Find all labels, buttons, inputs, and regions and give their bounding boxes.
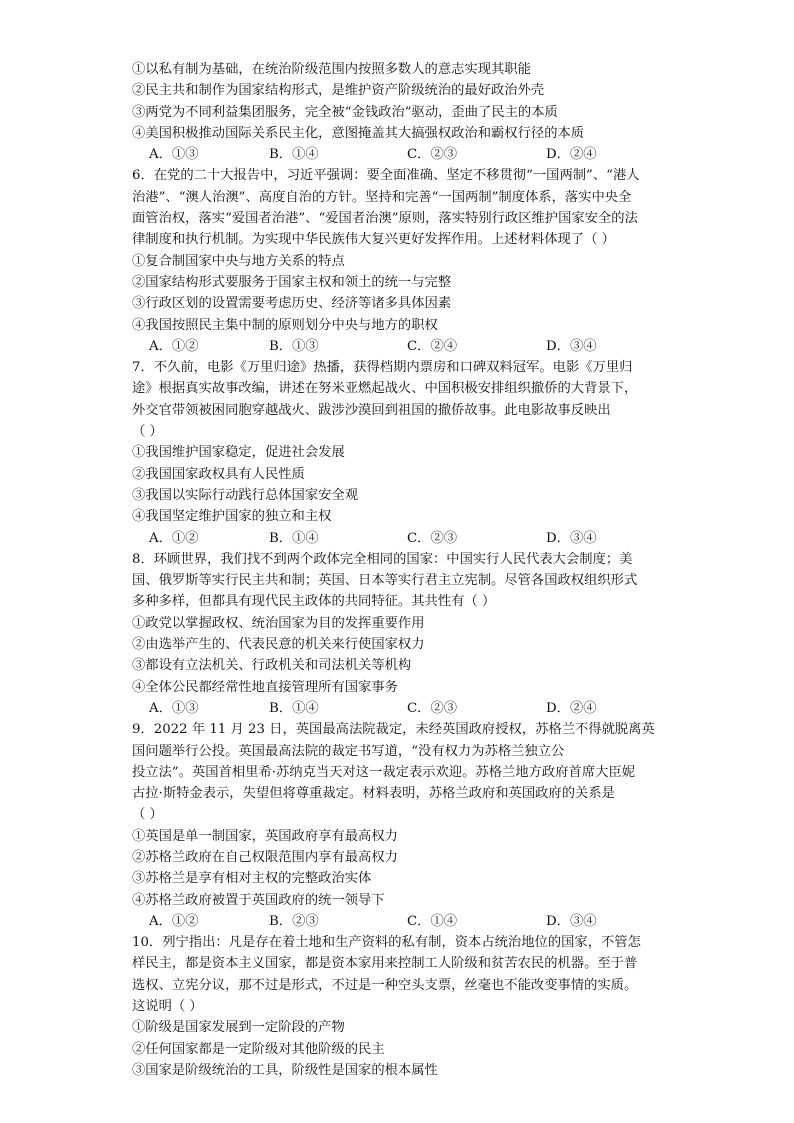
question-stem-line: 古拉·斯特金表示，失望但将尊重裁定。材料表明，苏格兰政府和英国政府的关系是 [132,786,615,802]
question-stem-line: 律制度和执行机制。为实现中华民族伟大复兴更好发挥作用。上述材料体现了（ ） [132,232,615,248]
choice-1: ①阶级是国家发展到一定阶段的产物 [132,1020,345,1036]
choice-4: ④我国坚定维护国家的独立和主权 [132,509,332,525]
choice-2: ②由选举产生的、代表民意的机关来行使国家权力 [132,637,425,653]
answer-options [132,528,677,549]
exam-page [132,59,677,1081]
choice-1: ①以私有制为基础，在统治阶级范围内按照多数人的意志实现其职能 [132,62,531,77]
choice-3: ③国家是阶级统治的工具，阶级性是国家的根本属性 [132,1062,438,1078]
choice-3: ③苏格兰是享有相对主权的完整政治实体 [132,871,372,887]
option-d[interactable]: D．②④ [546,700,597,716]
question-stem-line: 面管治权，落实“爱国者治港”、“爱国者治澳”原则，落实特别行政区维护国家安全的法 [132,211,638,227]
choice-3: ③我国以实际行动践行总体国家安全观 [132,487,359,503]
choice-1: ①我国维护国家稳定，促进社会发展 [132,445,345,461]
question-stem-line: （ ） [132,424,163,440]
option-d[interactable]: D．②④ [546,147,597,163]
option-b[interactable]: B．①④ [269,700,319,716]
choice-2: ②我国国家政权具有人民性质 [132,466,305,482]
choice-2: ②国家结构形式要服务于国家主权和领土的统一与完整 [132,274,452,290]
question-9 [132,719,677,932]
option-c[interactable]: C．②③ [407,530,458,546]
choice-2: ②民主共和制作为国家结构形式，是维护资产阶级统治的最好政治外壳 [132,83,545,99]
question-stem-line: 国、俄罗斯等实行民主共和制；英国、日本等实行君主立宪制。尽管各国政权组织形式 [132,573,638,589]
question-10 [132,932,677,1081]
question-stem-line: 这说明（ ） [132,999,203,1015]
choice-3: ③两党为不同利益集团服务，完全被“金钱政治”驱动，歪曲了民主的本质 [132,104,558,120]
option-b[interactable]: B．②③ [269,913,319,929]
question-stem-line: 途》根据真实故事改编，讲述在努米亚燃起战火、中国积极安排组织撤侨的大背景下， [132,381,638,397]
question-stem-line: 6．在党的二十大报告中，习近平强调：要全面准确、坚定不移贯彻“一国两制”、“港人 [132,168,640,184]
answer-options [132,911,677,932]
question-stem-line: 投立法”。英国首相里希·苏纳克当天对这一裁定表示欢迎。苏格兰地方政府首席大臣妮 [132,764,636,780]
option-a[interactable]: A．①② [149,338,199,354]
question-stem-line: 7．不久前，电影《万里归途》热播，获得档期内票房和口碑双料冠军。电影《万里归 [132,360,633,376]
option-c[interactable]: C．②③ [407,147,458,163]
option-a[interactable]: A．①② [149,530,199,546]
choice-1: ①英国是单一制国家，英国政府享有最高权力 [132,828,398,844]
question-stem-line: 10．列宁指出：凡是存在着土地和生产资料的私有制，资本占统治地位的国家，不管怎 [132,935,641,951]
choice-4: ④苏格兰政府被置于英国政府的统一领导下 [132,892,385,908]
option-b[interactable]: B．①④ [269,147,319,163]
option-a[interactable]: A．①② [149,913,199,929]
answer-options [132,336,677,357]
question-stem-line: 国问题举行公投。英国最高法院的裁定书写道，“没有权力为苏格兰独立公 [132,743,565,759]
choice-4: ④我国按照民主集中制的原则划分中央与地方的职权 [132,317,438,333]
question-stem-line: （ ） [132,807,163,823]
option-a[interactable]: A．①③ [149,700,199,716]
question-stem-line: 样民主，都是资本主义国家，都是资本家用来控制工人阶级和贫苦农民的机器。至于普 [132,956,638,972]
question-stem-line: 9．2022 年 11 月 23 日，英国最高法院裁定，未经英国政府授权，苏格兰不得就脱离英 [132,722,655,738]
choice-1: ①复合制国家中央与地方关系的特点 [132,253,345,269]
option-b[interactable]: B．①④ [269,530,319,546]
choice-3: ③行政区划的设置需要考虑历史、经济等诸多具体因素 [132,296,452,312]
option-b[interactable]: B．①③ [269,338,319,354]
choice-2: ②苏格兰政府在自己权限范围内享有最高权力 [132,849,398,865]
choice-4: ④美国积极推动国际关系民主化，意图掩盖其大搞强权政治和霸权行径的本质 [132,125,585,141]
choice-4: ④全体公民都经常性地直接管理所有国家事务 [132,679,398,695]
option-d[interactable]: D．③④ [546,530,597,546]
answer-options [132,698,677,719]
question-stem-line: 8．环顾世界，我们找不到两个政体完全相同的国家：中国实行人民代表大会制度；美 [132,551,633,567]
question-stem-line: 选权、立宪分议，那不过是形式，不过是一种空头支票，丝毫也不能改变事情的实质。 [132,977,638,993]
question-5 [132,59,677,165]
question-stem-line: 多种多样，但都具有现代民主政体的共同特征。其共性有（ ） [132,594,496,610]
choice-1: ①政党以掌握政权、统治国家为目的发挥重要作用 [132,615,425,631]
question-7 [132,357,677,549]
option-c[interactable]: C．②④ [407,338,458,354]
question-8 [132,549,677,719]
question-stem-line: 治港”、“澳人治澳”、高度自治的方针。坚持和完善“一国两制”制度体系，落实中央全 [132,189,632,205]
choice-3: ③都设有立法机关、行政机关和司法机关等机构 [132,658,412,674]
option-a[interactable]: A．①③ [149,147,199,163]
option-d[interactable]: D．③④ [546,913,597,929]
question-6 [132,165,677,357]
option-c[interactable]: C．①④ [407,913,458,929]
answer-options [132,144,677,165]
choice-2: ②任何国家都是一定阶级对其他阶级的民主 [132,1041,385,1057]
option-d[interactable]: D．③④ [546,338,597,354]
question-stem-line: 外交官带领被困同胞穿越战火、跋涉沙漠回到祖国的撤侨故事。此电影故事反映出 [132,402,611,418]
option-c[interactable]: C．②③ [407,700,458,716]
